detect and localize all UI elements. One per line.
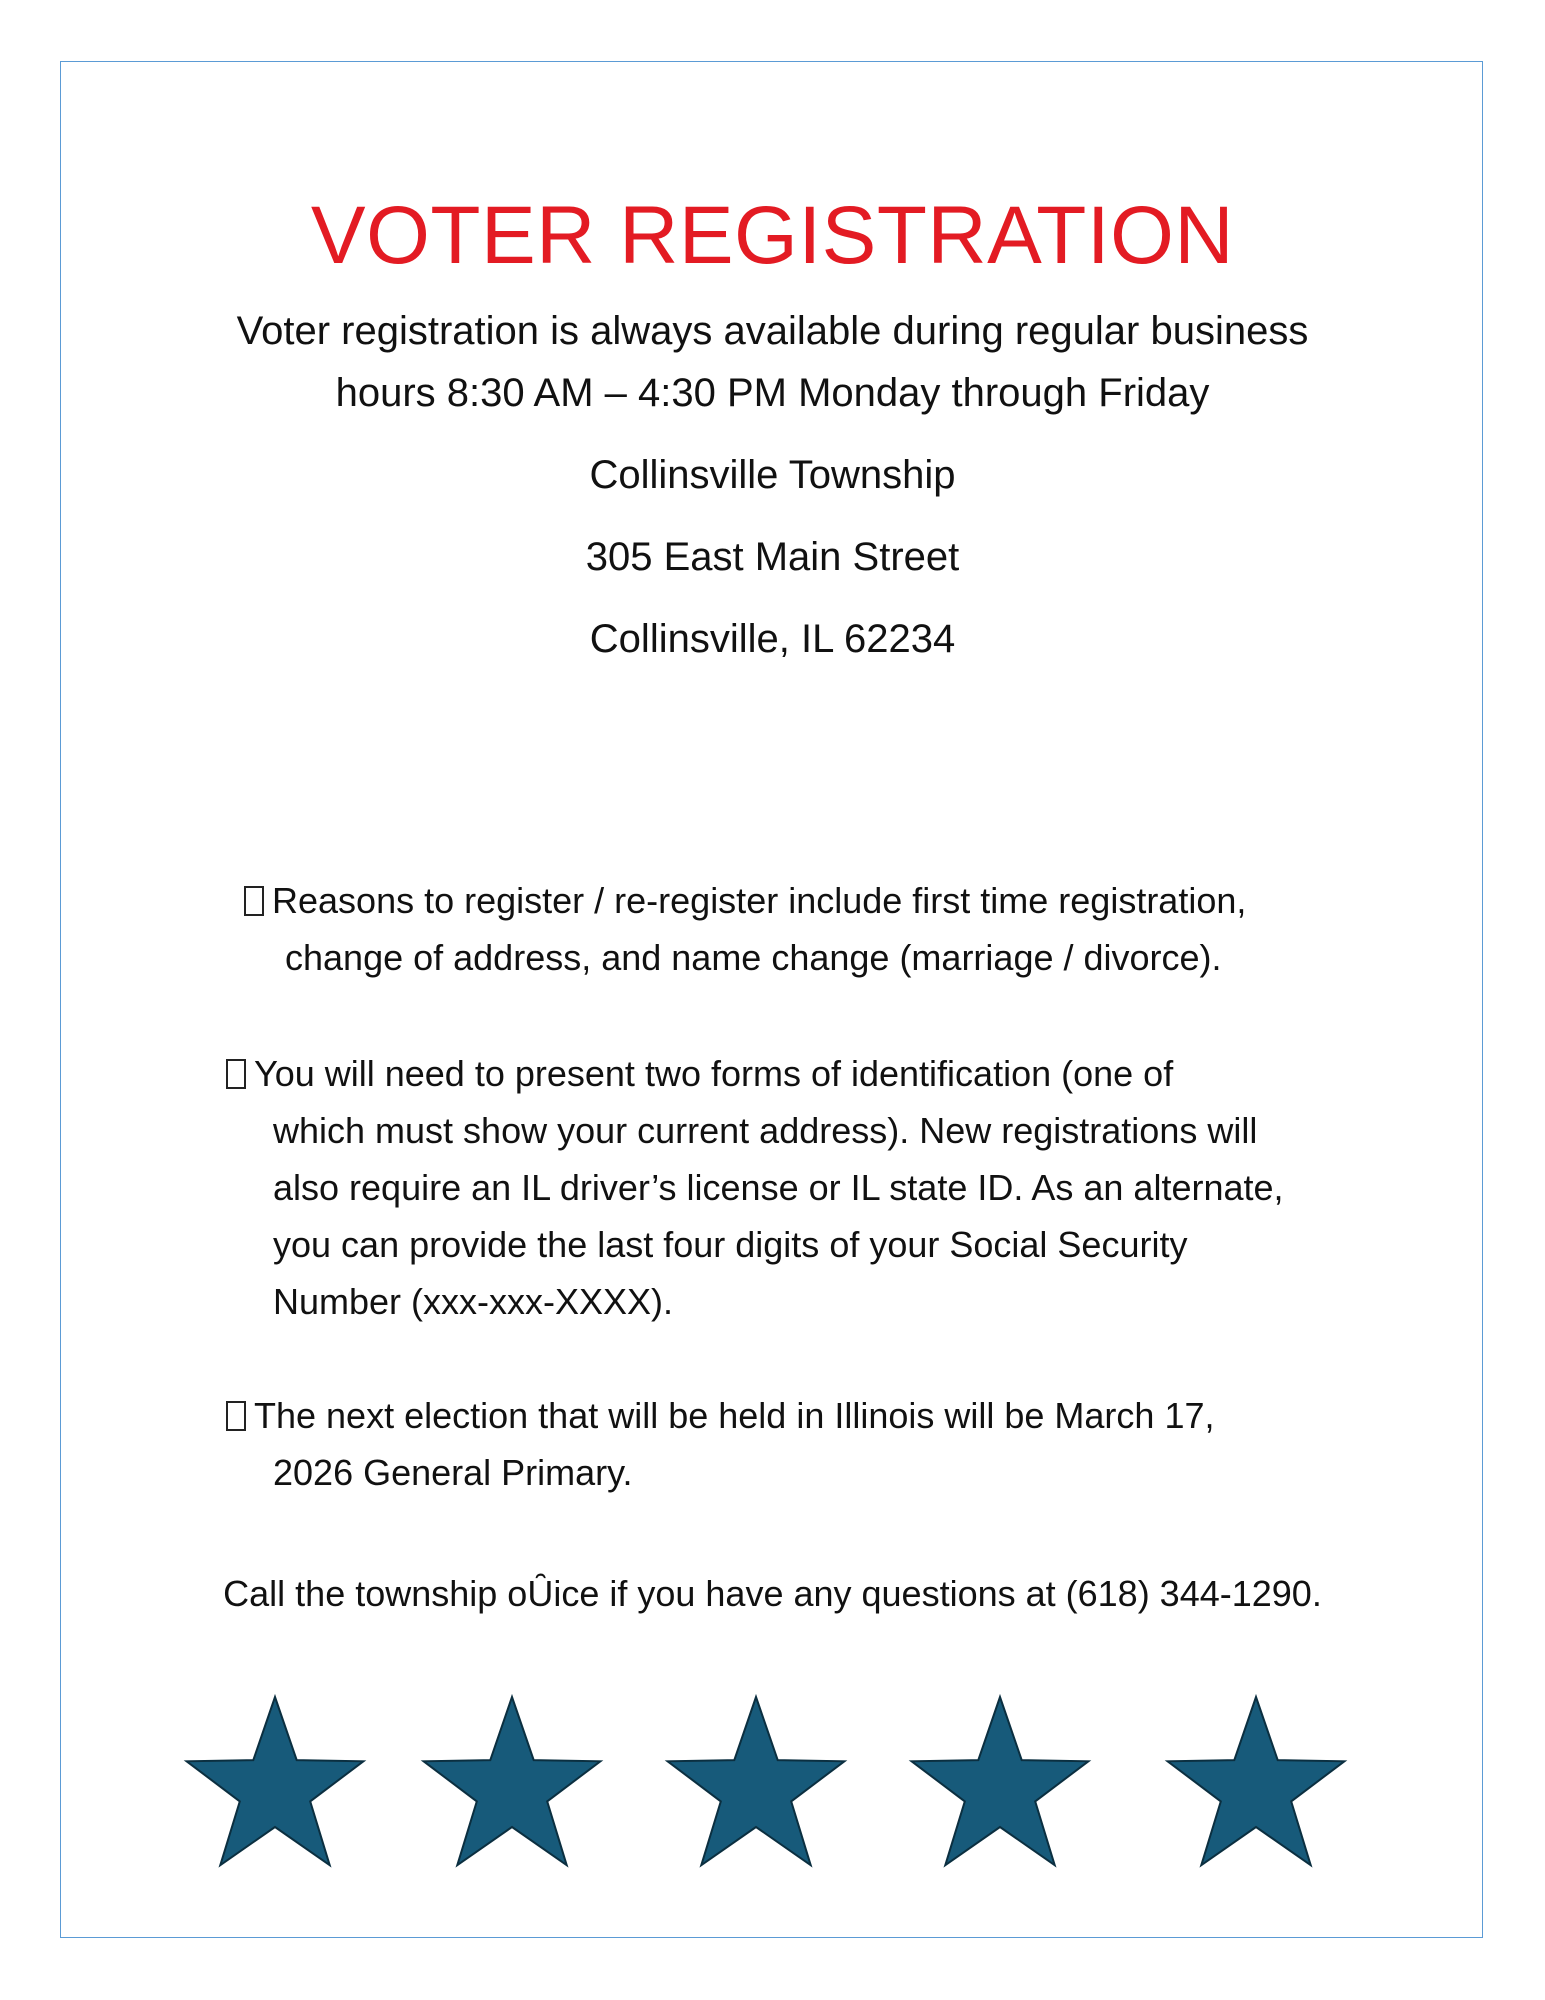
bullet-line: you can provide the last four digits of your Social Security — [273, 1224, 1188, 1265]
address-city: Collinsville, IL 62234 — [589, 617, 956, 661]
call-text: Call the township oȖice if you have any questions at (618) 344-1290. — [223, 1573, 1322, 1614]
intro-line-2: hours 8:30 AM – 4:30 PM Monday through Friday — [335, 371, 1210, 415]
missing-glyph-icon — [226, 1401, 246, 1431]
address-street: 305 East Main Street — [585, 535, 960, 579]
bullet-text: The next election that will be held in Illinois will be March 17, — [254, 1395, 1215, 1436]
bullet-next-election — [226, 1387, 1215, 1501]
bullet-line — [226, 1045, 1284, 1102]
bullet-reasons — [244, 872, 1246, 986]
bullet-line: change of address, and name change (marriage / divorce). — [285, 937, 1222, 978]
bullet-line: which must show your current address). New registrations will — [273, 1110, 1258, 1151]
bullet-text: You will need to present two forms of identification (one of — [254, 1053, 1174, 1094]
page-title: VOTER REGISTRATION — [310, 190, 1235, 281]
bullet-line — [244, 872, 1246, 929]
bullet-line — [226, 1387, 1215, 1444]
bullet-text: Reasons to register / re-register include first time registration, — [272, 880, 1247, 921]
bullet-line: 2026 General Primary. — [273, 1452, 633, 1493]
address-name: Collinsville Township — [589, 453, 956, 497]
bullet-line: Number (xxx-xxx-XXXX). — [273, 1281, 674, 1322]
missing-glyph-icon — [226, 1059, 246, 1089]
intro-text — [160, 300, 1385, 424]
bullet-identification — [226, 1045, 1284, 1330]
bullet-line: also require an IL driver’s license or IL state ID. As an alternate, — [273, 1167, 1284, 1208]
intro-line-1: Voter registration is always available during regular business — [236, 309, 1309, 353]
missing-glyph-icon — [244, 886, 264, 916]
